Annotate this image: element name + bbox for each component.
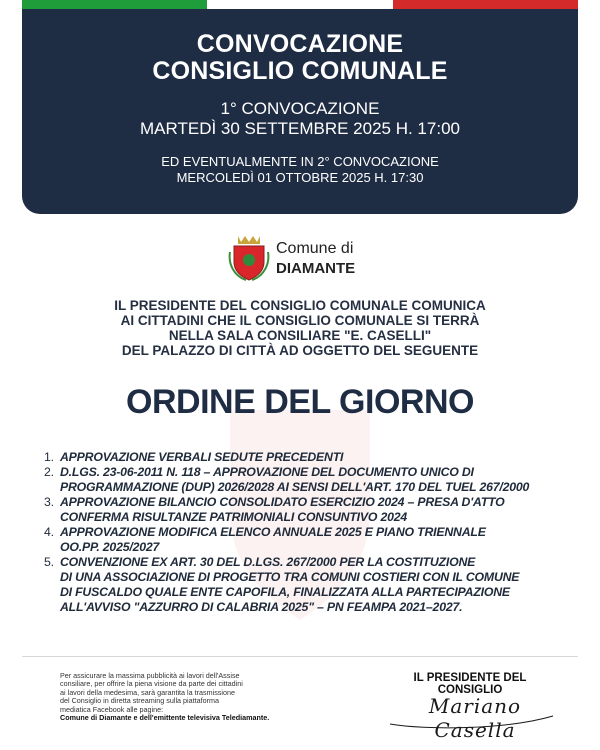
agenda-item-text: ALL'AVVISO "AZZURRO DI CALABRIA 2025" – PN FEAMPA 2021–2027. xyxy=(60,600,463,614)
second-convocation xyxy=(22,154,578,186)
agenda-item-number: 5. xyxy=(44,555,54,569)
streaming-note-line: consiliare, per offrire la piena visione da parte dei cittadini xyxy=(60,679,243,689)
first-convocation xyxy=(22,99,578,139)
header-banner xyxy=(22,9,578,214)
agenda-item xyxy=(44,555,584,615)
flag-red xyxy=(393,0,578,9)
flag-white xyxy=(207,0,392,9)
agenda-list xyxy=(44,450,584,615)
agenda-item xyxy=(44,495,584,525)
header-title-line2: CONSIGLIO COMUNALE xyxy=(152,57,448,85)
agenda-item-number: 2. xyxy=(44,465,54,479)
streaming-note-line: del Consiglio in diretta streaming sulla piattaforma xyxy=(60,696,220,706)
announcement-line: DEL PALAZZO DI CITTÀ AD OGGETTO DEL SEGUENTE xyxy=(121,343,479,358)
agenda-item-number: 3. xyxy=(44,495,54,509)
comune-logo xyxy=(228,232,368,282)
agenda-item-text: CONVENZIONE EX ART. 30 DEL D.LGS. 267/2000 PER LA COSTITUZIONE xyxy=(60,555,476,569)
municipal-crest-icon xyxy=(228,232,270,282)
first-convocation-date: MARTEDÌ 30 SETTEMBRE 2025 H. 17:00 xyxy=(140,119,460,138)
streaming-note-line: ai lavori della medesima, sarà garantita la trasmissione xyxy=(60,687,235,697)
second-convocation-date: MERCOLEDÌ 01 OTTOBRE 2025 H. 17:30 xyxy=(176,170,424,185)
agenda-item-text: APPROVAZIONE MODIFICA ELENCO ANNUALE 2025 E PIANO TRIENNALE xyxy=(60,525,486,539)
streaming-note-bold: Comune di Diamante e dell'emittente televisiva Telediamante. xyxy=(60,713,270,723)
agenda-title: ORDINE DEL GIORNO xyxy=(126,383,474,421)
first-convocation-label: 1° CONVOCAZIONE xyxy=(220,99,380,118)
agenda-item-text: D.LGS. 23-06-2011 N. 118 – APPROVAZIONE DEL DOCUMENTO UNICO DI xyxy=(60,465,474,479)
header-title xyxy=(22,31,578,85)
logo-line1: Comune di xyxy=(276,240,354,257)
header-title-line1: CONVOCAZIONE xyxy=(196,30,404,58)
agenda-item-text: OO.PP. 2025/2027 xyxy=(60,540,160,554)
agenda-item-text: APPROVAZIONE VERBALI SEDUTE PRECEDENTI xyxy=(60,450,344,464)
announcement-line: IL PRESIDENTE DEL CONSIGLIO COMUNALE COMUNICA xyxy=(114,298,486,313)
streaming-note-line: Per assicurare la massima pubblicità ai lavori dell'Assise xyxy=(60,671,240,680)
agenda-item-text: DI UNA ASSOCIAZIONE DI PROGETTO TRA COMUNI COSTIERI CON IL COMUNE xyxy=(60,570,520,584)
announcement-line: NELLA SALA CONSILIARE "E. CASELLI" xyxy=(168,328,432,343)
announcement xyxy=(0,298,600,358)
agenda-item xyxy=(44,525,584,555)
italian-flag-stripe xyxy=(22,0,578,9)
agenda-item-number: 1. xyxy=(44,450,54,464)
flag-green xyxy=(22,0,207,9)
signature-name: Mariano Casella xyxy=(428,694,522,742)
signature-title: IL PRESIDENTE DEL CONSIGLIO xyxy=(413,672,527,696)
agenda-item-text: PROGRAMMAZIONE (DUP) 2026/2028 AI SENSI DELL'ART. 170 DEL TUEL 267/2000 xyxy=(60,480,530,494)
streaming-note-line: mediatica Facebook alle pagine: xyxy=(60,704,164,714)
agenda-item xyxy=(44,465,584,495)
agenda-item xyxy=(44,450,584,465)
second-convocation-label: ED EVENTUALMENTE IN 2° CONVOCAZIONE xyxy=(161,154,439,169)
agenda-item-text: CONFERMA RISULTANZE PATRIMONIALI CONSUNTIVO 2024 xyxy=(60,510,408,524)
agenda-item-text: DI FUSCALDO QUALE ENTE CAPOFILA, FINALIZZATA ALLA PARTECIPAZIONE xyxy=(60,585,510,599)
agenda-item-text: APPROVAZIONE BILANCIO CONSOLIDATO ESERCIZIO 2024 – PRESA D'ATTO xyxy=(60,495,505,509)
streaming-note xyxy=(60,672,322,722)
logo-line2: DIAMANTE xyxy=(276,260,356,277)
announcement-line: AI CITTADINI CHE IL CONSIGLIO COMUNALE SI TERRÀ xyxy=(120,313,480,328)
agenda-item-number: 4. xyxy=(44,525,54,539)
footer-divider xyxy=(22,656,578,657)
